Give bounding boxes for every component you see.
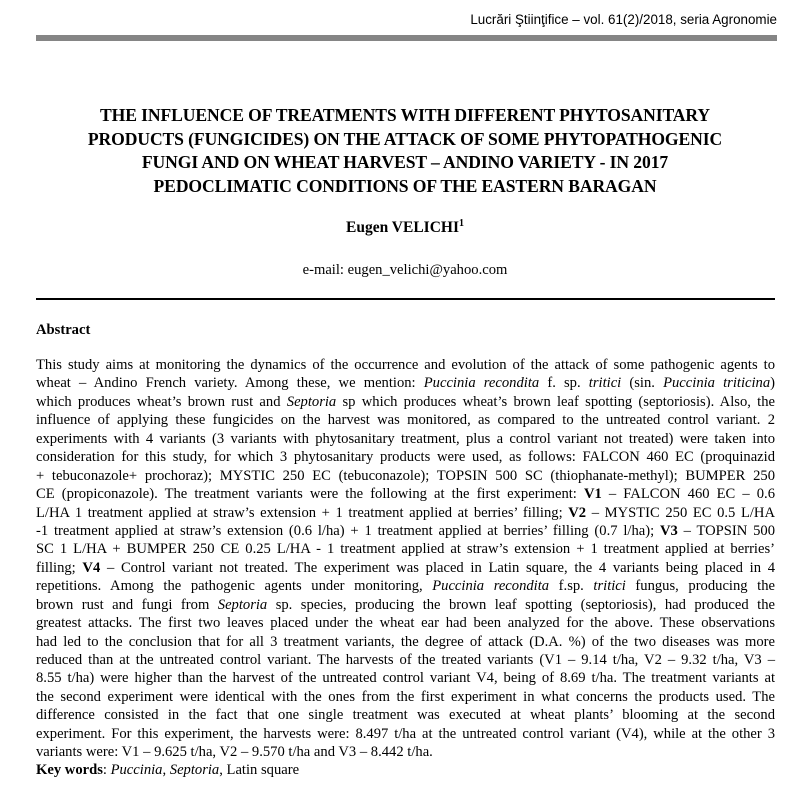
abstract-line [36,430,775,448]
italic-term: Septoria [286,393,337,410]
abstract-text: 8.55 t/ha) were higher than the harvest of the untreated control variant V4, being of 8.69 t/ha. The treatment variants at [36,670,775,687]
keywords-list [111,762,299,778]
abstract-text: variants were: V1 – 9.625 t/ha, V2 – 9.570 t/ha and V3 – 8.442 t/ha. [36,744,433,761]
keyword-item: Septoria [169,762,220,778]
abstract-line [36,633,775,651]
variant-label: V1 [583,486,602,503]
author-email: e-mail: eugen_velichi@yahoo.com [302,262,508,278]
title-line: PRODUCTS (FUNGICIDES) ON THE ATTACK OF SOME PHYTOPATHOGENIC [87,128,723,149]
abstract-body [36,356,775,762]
abstract-text: brown rust and fungi from [36,596,218,613]
abstract-text: (sin. [621,375,664,392]
abstract-heading: Abstract [36,322,91,338]
abstract-line [36,411,775,429]
variant-label: V3 [659,522,678,539]
abstract-text: f. sp. [539,375,589,392]
abstract-text: filling; [36,559,83,576]
abstract-text: CE (propiconazole). The treatment variants were the following at the first experiment: [36,486,584,503]
divider [36,298,775,300]
abstract-line [36,743,775,761]
abstract-line [36,374,775,392]
abstract-text: – MYSTIC 250 EC 0.5 L/HA [586,504,776,521]
abstract-text: ) [770,375,776,392]
abstract-line [36,559,775,577]
abstract-line [36,577,775,595]
abstract-line [36,706,775,724]
author-line [0,219,810,237]
abstract-text: consideration for this study, for which 3 phytosanitary products were used, as follows: FALCON 460 EC (proquinazid [36,449,775,466]
paper-title [20,104,790,198]
title-line: THE INFLUENCE OF TREATMENTS WITH DIFFERENT PHYTOSANITARY [100,105,710,125]
abstract-text: experiment. For this experiment, the harvests were: 8.497 t/ha at the untreated control variant (V4), while at the other 3 [36,725,775,742]
abstract-line [36,688,775,706]
affiliation-mark: 1 [459,218,464,229]
abstract-text: had led to the conclusion that for all 3 treatment variants, the degree of attack (D.A. %) of the two diseases was more [36,633,775,650]
keywords-separator: : [102,762,111,778]
abstract-line [36,448,775,466]
abstract-text: difference consisted in the fact that one single treatment was executed at wheat plants’ blooming at the second [36,707,775,724]
title-line: FUNGI AND ON WHEAT HARVEST – ANDINO VARIETY - IN 2017 [141,152,669,172]
journal-header: Lucrări Ştiinţifice – vol. 61(2)/2018, seria Agronomie [470,12,777,27]
abstract-line [36,614,775,632]
keyword-text: , Latin square [219,762,300,778]
abstract-text: L/HA 1 treatment applied at straw’s extension + 1 treatment applied at berries’ filling; [36,504,569,521]
abstract-text: – TOPSIN 500 [677,522,775,539]
abstract-text: the second experiment were identical with the ones from the first experiment in what concerns the products used. The [36,688,775,705]
keyword-item: Puccinia [110,762,163,778]
abstract-line [36,669,775,687]
italic-term: Puccinia recondita [423,375,540,392]
abstract-line [36,596,775,614]
abstract-line [36,651,775,669]
abstract-line [36,393,775,411]
abstract-text: greatest attacks. The first two leaves placed under the wheat ear had been analyzed for the above. These observations [36,615,775,632]
italic-term: tritici [593,578,626,595]
abstract-text: – FALCON 460 EC – 0.6 [601,486,775,503]
abstract-text: + tebuconazole+ prochoraz); MYSTIC 250 EC (tebuconazole); TOPSIN 500 SC (thiophanate-methyl); BUMPER 250 [36,467,775,484]
abstract-line [36,522,775,540]
abstract-line [36,467,775,485]
abstract-line [36,356,775,374]
abstract-text: -1 treatment applied at straw’s extension (0.6 l/ha) + 1 treatment applied at berries’ filling (0.7 l/ha); [36,522,660,539]
author-name: Eugen VELICHI [346,219,459,236]
abstract-text: repetitions. Among the pathogenic agents under monitoring, [36,578,433,595]
abstract-text: which produces wheat’s brown rust and [36,393,287,410]
keyword-text: , [162,762,170,778]
abstract-text: sp. species, producing the brown leaf spotting (septoriosis), had produced the [267,596,775,613]
italic-term: tritici [588,375,622,392]
italic-term: Septoria [217,596,268,613]
abstract-text: influence of applying these fungicides on the harvest was monitored, as compared to the untreated control variant. 2 [36,412,775,429]
title-line: PEDOCLIMATIC CONDITIONS OF THE EASTERN BARAGAN [153,175,657,196]
abstract-text: reduced than at the untreated control variant. The harvests of the treated variants (V1 – 9.14 t/ha, V2 – 9.32 t/ha, V3 – [36,652,775,668]
abstract-text: fungus, producing the [625,578,775,595]
abstract-line [36,540,775,558]
variant-label: V2 [568,504,587,521]
abstract-line [36,485,775,503]
header-bar [36,35,777,41]
keywords-label: Key words [36,762,103,778]
abstract-text: sp which produces wheat’s brown leaf spotting (septoriosis). Also, the [336,393,775,410]
abstract-text: This study aims at monitoring the dynamics of the occurrence and evolution of the attack of some pathogenic agents to [36,357,775,373]
italic-term: Puccinia triticina [663,375,771,392]
abstract-text: – Control variant not treated. The experiment was placed in Latin square, the 4 variants being placed in 4 [100,559,775,576]
abstract-line [36,504,775,522]
italic-term: Puccinia recondita [432,578,550,595]
abstract-text: experiments with 4 variants (3 variants with phytosanitary treatment, plus a control variant not treated) were taken into [36,430,775,447]
abstract-text: f.sp. [549,578,594,595]
abstract-text: wheat – Andino French variety. Among these, we mention: [36,375,424,392]
abstract-text: SC 1 L/HA + BUMPER 250 CE 0.25 L/HA - 1 treatment applied at straw’s extension + 1 treatment applied at berries’ [36,541,775,558]
keywords [36,762,299,779]
abstract-line [36,725,775,743]
variant-label: V4 [82,559,101,576]
